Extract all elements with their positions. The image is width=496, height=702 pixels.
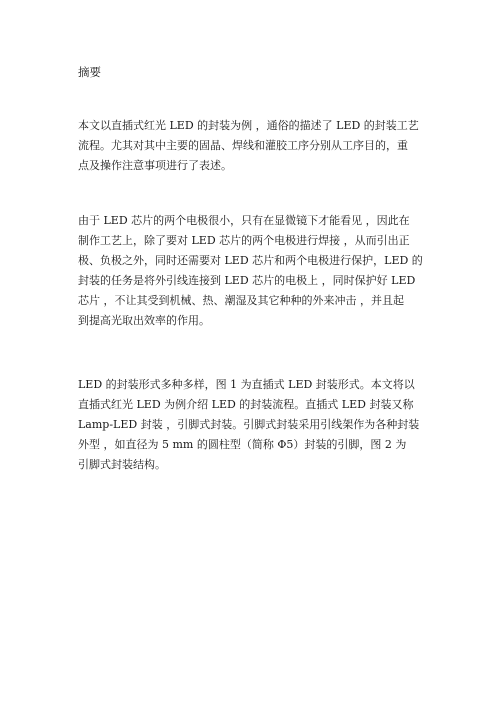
text-line: Lamp-LED 封装 ，引脚式封装。引脚式封装采用引线架作为各种封装 xyxy=(78,418,420,431)
text-line: 本文以直插式红光 LED 的封装为例 ，通俗的描述了 LED 的封装工艺 xyxy=(78,119,419,132)
text-line: 封装的任务是将外引线连接到 LED 芯片的电极上 ，同时保护好 LED xyxy=(78,274,416,287)
text-line: LED 的封装形式多种多样，图 1 为直插式 LED 封装形式。本文将以 xyxy=(78,378,415,391)
text-line: 制作工艺上，除了要对 LED 芯片的两个电极进行焊接 ，从而引出正 xyxy=(78,234,410,247)
text-line: 点及操作注意事项进行了表述。 xyxy=(78,159,232,172)
text-line: 引脚式封装结构。 xyxy=(78,458,166,471)
paragraph-electrodes xyxy=(78,211,423,331)
paragraph-package-forms xyxy=(78,375,419,475)
text-line: 芯片 ，不让其受到机械、热、潮湿及其它种种的外来冲击 ，并且起 xyxy=(78,294,404,307)
text-line: 到提高光取出效率的作用。 xyxy=(78,314,210,327)
text-line: 流程。尤其对其中主要的固晶、焊线和灌胶工序分别从工序目的，重 xyxy=(78,139,408,152)
text-line: 外型 ，如直径为 5 mm 的圆柱型（简称 Φ5）封装的引脚，图 2 为 xyxy=(78,438,407,451)
text-line: 直插式红光 LED 为例介绍 LED 的封装流程。直插式 LED 封装又称 xyxy=(78,398,414,411)
paragraph-summary xyxy=(78,116,419,176)
text-line: 极、负极之外，同时还需要对 LED 芯片和两个电极进行保护，LED 的 xyxy=(78,254,423,267)
text-line: 由于 LED 芯片的两个电极很小，只有在显微镜下才能看见 ，因此在 xyxy=(78,214,410,227)
abstract-title: 摘要 xyxy=(78,65,101,79)
